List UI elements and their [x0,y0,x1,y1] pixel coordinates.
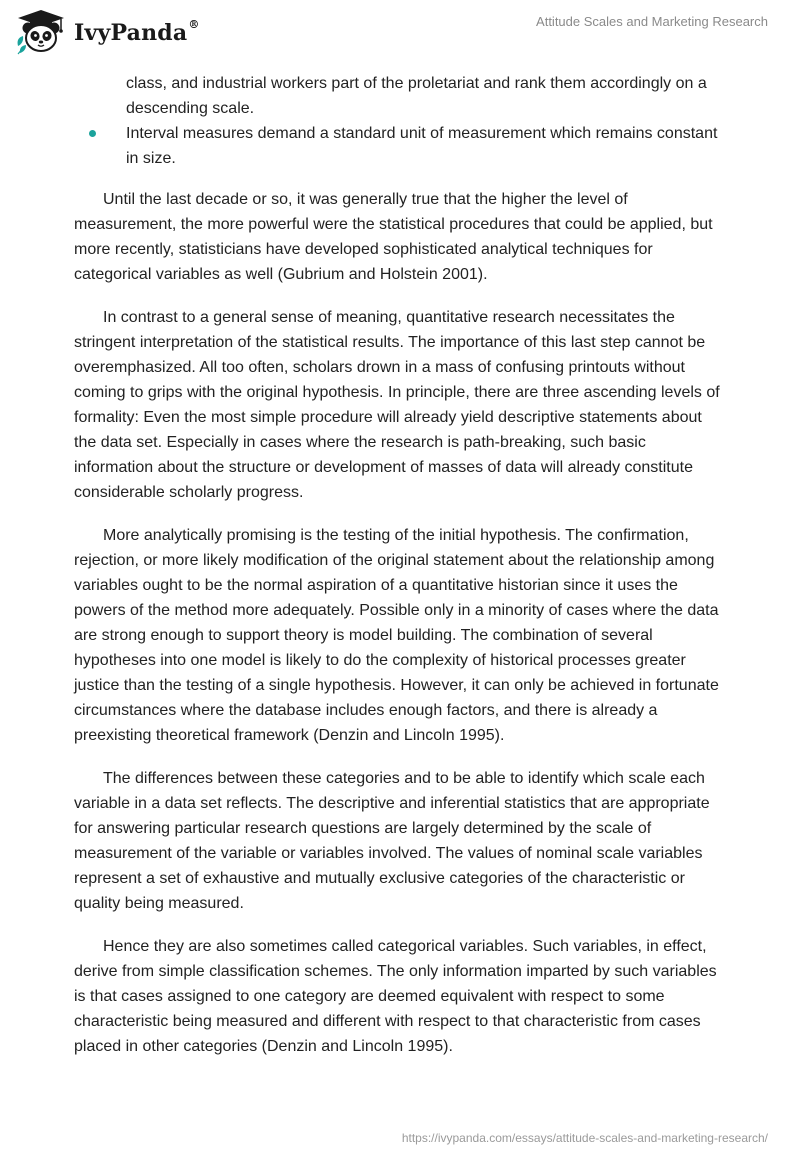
paragraph: Until the last decade or so, it was generally true that the higher the level of measurement, the more powerful were the statistical procedures that could be applied, but more recently, statisticians have developed sophisticated analytical techniques for categorical variables as well (Gubrium and Holstein 2001). [74,191,713,283]
page-header [0,0,800,64]
bullet-list [74,71,726,171]
ivypanda-logo[interactable] [14,8,200,56]
paragraph: Hence they are also sometimes called categorical variables. Such variables, in effect, derive from simple classification schemes. The only information imparted by such variables is that cases assigned to one category are deemed equivalent with respect to some characteristic being measured and different with respect to that characteristic from cases placed in other categories (Denzin and Lincoln 1995). [74,938,717,1055]
list-item [74,121,726,171]
document-title: Attitude Scales and Marketing Research [536,14,768,29]
list-item-text: class, and industrial workers part of the proletariat and rank them accordingly on a descending scale. [126,75,707,117]
bullet-dot-icon [89,130,96,137]
paragraph: In contrast to a general sense of meaning, quantitative research necessitates the stringent interpretation of the statistical results. The importance of this last step cannot be overemphasized. All too often, scholars drown in a mass of confusing printouts without coming to grips with the original hypothesis. In principle, there are three ascending levels of formality: Even the most simple procedure will already yield descriptive statements about the data set. Especially in cases where the research is path-breaking, such basic information about the structure or development of masses of data will already constitute considerable scholarly progress. [74,309,720,501]
list-item [74,71,726,121]
paragraph: More analytically promising is the testing of the initial hypothesis. The confirmation, rejection, or more likely modification of the original statement about the relationship among variables ought to be the normal aspiration of a quantitative historian since it uses the powers of the method more adequately. Possible only in a minority of cases where the data are strong enough to support theory is model building. The combination of several hypotheses into one model is likely to do the complexity of historical processes greater justice than the testing of a single hypothesis. However, it can only be achieved in fortunate circumstances where the database includes enough factors, and there is already a preexisting theoretical framework (Denzin and Lincoln 1995). [74,527,719,744]
paragraph: The differences between these categories and to be able to identify which scale each variable in a data set reflects. The descriptive and inferential statistics that are appropriate for answering particular research questions are largely determined by the scale of measurement of the variable or variables involved. The values of nominal scale variables represent a set of exhaustive and mutually exclusive categories of the characteristic or quality being measured. [74,770,710,912]
source-url[interactable]: https://ivypanda.com/essays/attitude-scales-and-marketing-research/ [401,1131,768,1145]
list-item-text: Interval measures demand a standard unit of measurement which remains constant in size. [126,125,718,167]
essay-body [74,71,726,1077]
panda-graduate-icon [14,8,68,56]
brand-text: IvyPanda [74,20,188,46]
registered-mark: ® [188,17,200,31]
brand-name [74,17,200,46]
